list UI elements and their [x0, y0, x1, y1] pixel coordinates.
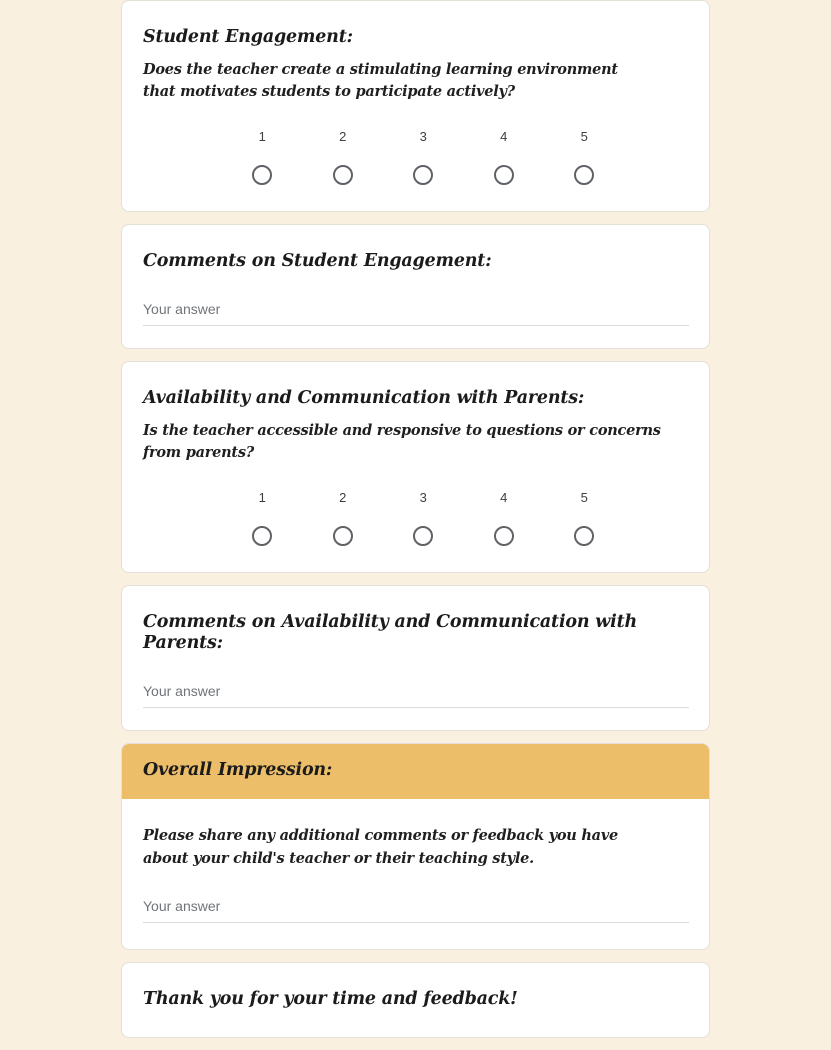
rating-scale-student-engagement: [143, 130, 688, 185]
question-title-availability-communication: Availability and Communication with Parents:: [143, 387, 585, 408]
section-header-overall-impression: [122, 744, 709, 799]
card-comments-availability-communication: [121, 585, 710, 732]
card-availability-communication: [121, 361, 710, 573]
question-description-overall-impression: Please share any additional comments or feedback you have about your child's teacher or their teaching style.: [143, 827, 618, 867]
rating-option-3: [383, 130, 464, 185]
rating-option-3: [383, 491, 464, 546]
radio-availability-3[interactable]: [413, 526, 433, 546]
section-title-overall-impression: Overall Impression:: [143, 760, 333, 781]
rating-option-4: [464, 491, 545, 546]
rating-label-2: 2: [339, 128, 347, 144]
comments-availability-input[interactable]: [143, 683, 689, 708]
answer-field-wrapper: [143, 898, 688, 923]
rating-option-2: [303, 491, 384, 546]
card-body: [122, 799, 709, 949]
rating-label-1: 1: [258, 489, 266, 505]
card-overall-impression: [121, 743, 710, 950]
rating-label-5: 5: [580, 128, 588, 144]
card-closing-message: [121, 962, 710, 1038]
rating-option-2: [303, 130, 384, 185]
card-comments-student-engagement: [121, 224, 710, 349]
radio-student-engagement-4[interactable]: [494, 165, 514, 185]
card-body: [122, 963, 709, 1037]
card-body: [122, 1, 709, 211]
question-title-student-engagement: Student Engagement:: [143, 27, 353, 47]
card-body: [122, 586, 709, 731]
rating-option-1: [222, 491, 303, 546]
radio-student-engagement-1[interactable]: [252, 165, 272, 185]
radio-availability-5[interactable]: [574, 526, 594, 546]
question-description-availability-communication: Is the teacher accessible and responsive to questions or concerns from parents?: [143, 421, 661, 462]
rating-label-4: 4: [500, 128, 508, 144]
card-body: [122, 225, 709, 348]
card-student-engagement: [121, 0, 710, 212]
radio-student-engagement-5[interactable]: [574, 165, 594, 185]
radio-availability-1[interactable]: [252, 526, 272, 546]
overall-impression-input[interactable]: [143, 898, 689, 923]
rating-option-5: [544, 491, 625, 546]
rating-scale-availability-communication: [143, 491, 688, 546]
answer-field-wrapper: [143, 301, 688, 326]
question-title-comments-student-engagement: Comments on Student Engagement:: [143, 250, 492, 271]
rating-label-1: 1: [258, 128, 266, 144]
closing-message-text: Thank you for your time and feedback!: [143, 989, 518, 1010]
card-body: [122, 362, 709, 572]
rating-label-2: 2: [339, 489, 347, 505]
question-description-student-engagement: Does the teacher create a stimulating learning environment that motivates students to participate actively?: [143, 60, 618, 101]
answer-field-wrapper: [143, 683, 688, 708]
rating-option-5: [544, 130, 625, 185]
radio-availability-2[interactable]: [333, 526, 353, 546]
comments-student-engagement-input[interactable]: [143, 301, 689, 326]
rating-option-4: [464, 130, 545, 185]
radio-student-engagement-2[interactable]: [333, 165, 353, 185]
question-title-comments-availability: Comments on Availability and Communication with Parents:: [143, 611, 637, 654]
rating-label-3: 3: [419, 489, 427, 505]
rating-label-4: 4: [500, 489, 508, 505]
rating-option-1: [222, 130, 303, 185]
radio-availability-4[interactable]: [494, 526, 514, 546]
rating-label-3: 3: [419, 128, 427, 144]
radio-student-engagement-3[interactable]: [413, 165, 433, 185]
rating-label-5: 5: [580, 489, 588, 505]
